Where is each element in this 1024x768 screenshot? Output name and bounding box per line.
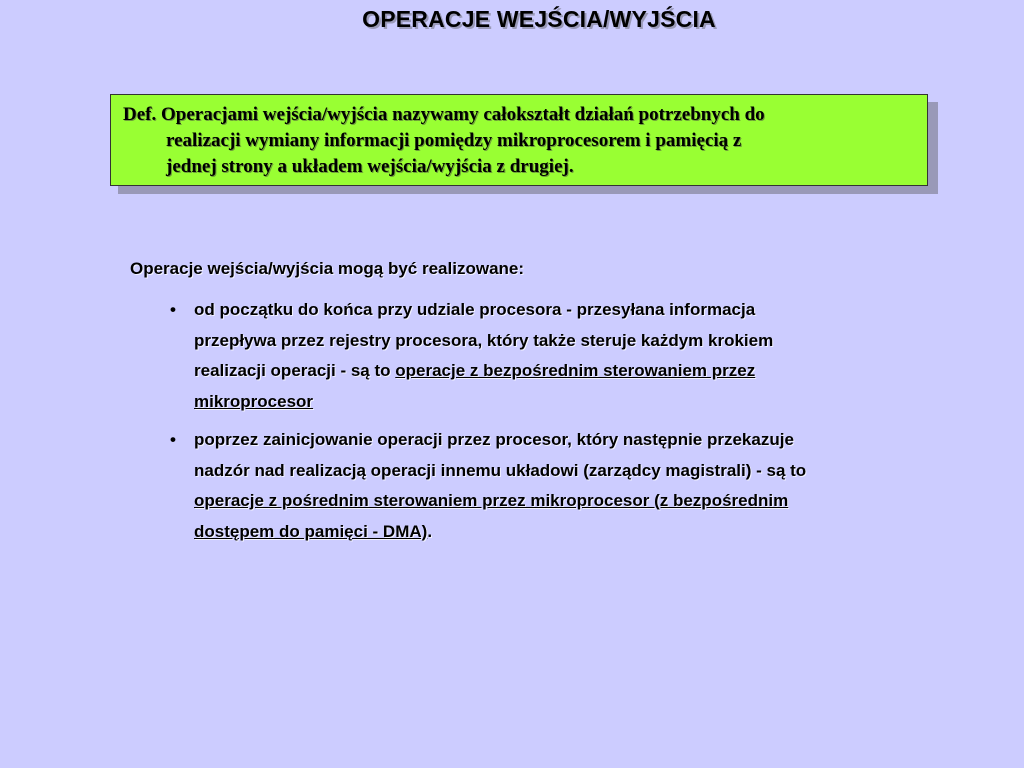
indirect-control-term-end: dostępem do pamięci - DMA) [194, 521, 428, 541]
definition-box [110, 94, 928, 186]
bullet-1-line-1: od początku do końca przy udziale procesora - przesyłana informacja [194, 300, 756, 319]
bullet-item-2 [168, 425, 928, 547]
bullet-2-line-4 [194, 517, 928, 548]
bullet-1-line-3-prefix: realizacji operacji - są to [194, 361, 396, 380]
direct-control-term: operacje z bezpośrednim sterowaniem przez [395, 361, 756, 380]
bullet-2-line-4-suffix: . [427, 521, 433, 541]
direct-control-term-end: mikroprocesor [194, 391, 314, 411]
definition-line-3: jednej strony a układem wejścia/wyjścia z drugiej. [166, 156, 574, 177]
definition-line-1: Def. Operacjami wejścia/wyjścia nazywamy całokształt działań potrzebnych do [123, 104, 765, 125]
bullet-1-line-4 [194, 387, 928, 418]
bullet-marker: • [170, 430, 176, 449]
bullet-item-1 [168, 295, 928, 417]
bullet-marker: • [170, 300, 176, 319]
bullet-1-line-3 [194, 356, 928, 387]
definition-line-2: realizacji wymiany informacji pomiędzy mikroprocesorem i pamięcią z [166, 130, 742, 151]
bullet-2-line-3 [194, 486, 928, 517]
bullet-list [168, 295, 928, 555]
slide-title: OPERACJE WEJŚCIA/WYJŚCIA [362, 6, 716, 32]
intro-text: Operacje wejścia/wyjścia mogą być realizowane: [130, 259, 525, 278]
bullet-2-line-1: poprzez zainicjowanie operacji przez procesor, który następnie przekazuje [194, 430, 794, 449]
indirect-control-term: operacje z pośrednim sterowaniem przez mikroprocesor (z bezpośrednim [194, 491, 789, 510]
bullet-1-line-2: przepływa przez rejestry procesora, który także steruje każdym krokiem [194, 330, 774, 350]
bullet-2-line-2: nadzór nad realizacją operacji innemu układowi (zarządcy magistrali) - są to [194, 460, 807, 480]
